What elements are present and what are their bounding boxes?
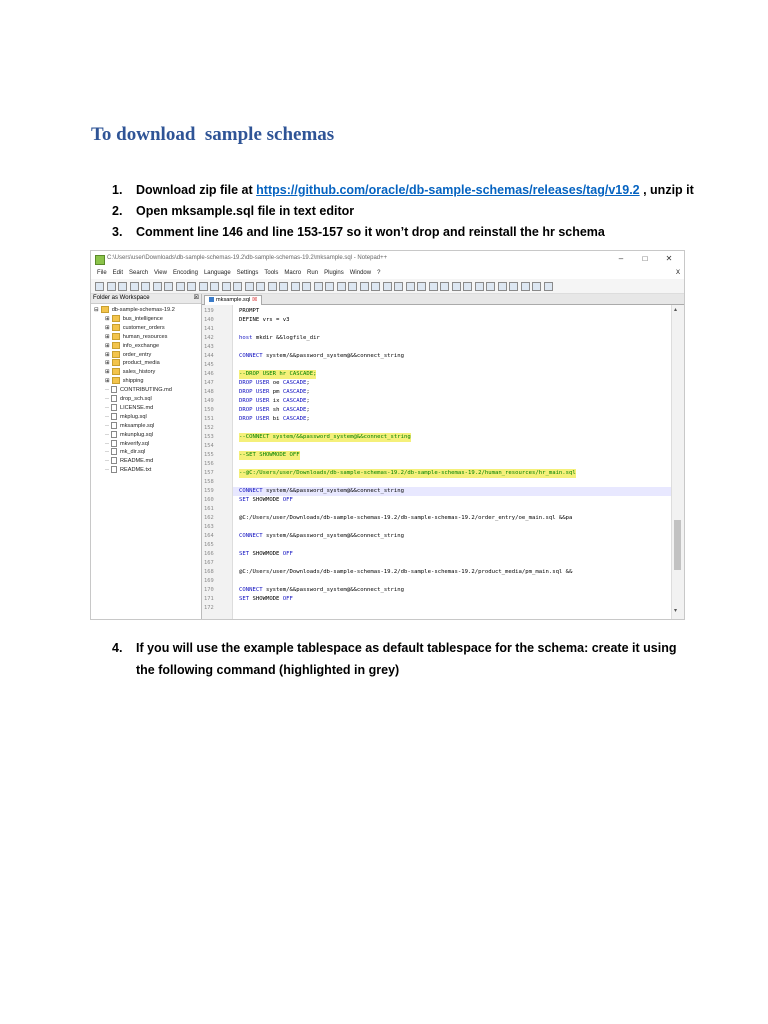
line-number: 144 [204,353,214,359]
step-3 [112,222,694,243]
toolbar-button-icon[interactable] [268,282,277,291]
code-line-commented: --CONNECT system/&&password_system@&&connect_string [239,434,411,440]
toolbar-button-icon[interactable] [406,282,415,291]
toolbar-button-icon[interactable] [337,282,346,291]
panel-close-icon[interactable]: ☒ [193,295,199,301]
tab-close-icon[interactable]: ☒ [252,297,258,303]
toolbar-button-icon[interactable] [302,282,311,291]
toolbar-button-icon[interactable] [463,282,472,291]
notepad-app-icon [95,255,105,265]
tree-file-item[interactable] [105,457,153,466]
tree-line: ─ [105,431,109,438]
tree-item-label: mk_dir.sql [119,449,146,456]
line-number: 161 [204,506,214,512]
code-line: CONNECT system/&&password_system@&&connect_string [239,353,405,359]
file-icon [111,448,117,455]
toolbar-button-icon[interactable] [325,282,334,291]
line-number: 141 [204,326,214,332]
tree-line: ─ [105,404,109,411]
line-number: 152 [204,425,214,431]
toolbar-button-icon[interactable] [141,282,150,291]
notepad-screenshot [90,250,685,620]
toolbar-button-icon[interactable] [95,282,104,291]
line-number-gutter [202,305,233,619]
toolbar-button-icon[interactable] [233,282,242,291]
folder-icon [101,306,109,313]
line-number: 169 [204,578,214,584]
code-line: CONNECT system/&&password_system@&&connect_string [239,587,405,593]
line-number: 162 [204,515,214,521]
toolbar-button-icon[interactable] [440,282,449,291]
file-icon [111,413,117,420]
line-number: 148 [204,389,214,395]
code-line: DROP USER oe CASCADE; [239,380,310,386]
tree-folder-item[interactable] [105,351,151,360]
steps-list [112,180,694,243]
file-icon [111,422,117,429]
tree-folder-item[interactable] [105,359,160,368]
step-text: Comment line 146 and line 153-157 so it won’t drop and reinstall the hr schema [136,225,605,239]
file-icon [111,431,117,438]
minimize-button[interactable]: – [618,254,624,263]
tree-folder-item[interactable] [105,324,165,333]
toolbar-button-icon[interactable] [521,282,530,291]
code-line-commented: --@C:/Users/user/Downloads/db-sample-schemas-19.2/db-sample-schemas-19.2/human_resources/hr_main.sql [239,470,576,476]
tree-file-item[interactable] [105,448,145,457]
toolbar-button-icon[interactable] [107,282,116,291]
file-icon [111,386,117,393]
line-number: 151 [204,416,214,422]
tree-item-label: sales_history [122,369,156,376]
menu-item[interactable]: Settings [236,270,259,276]
line-number: 167 [204,560,214,566]
code-line: SET SHOWMODE OFF [239,551,293,557]
toolbar-button-icon[interactable] [130,282,139,291]
tree-file-item[interactable] [105,440,149,449]
line-number: 172 [204,605,214,611]
window-title: C:\Users\user\Downloads\db-sample-schemas-19.2\db-sample-schemas-19.2\mksample.sql - Notepad++ [107,255,388,261]
tab-bar [202,294,684,305]
tree-folder-item[interactable] [94,306,175,315]
line-number: 155 [204,452,214,458]
code-line: @C:/Users/user/Downloads/db-sample-schemas-19.2/db-sample-schemas-19.2/order_entry/oe_main.sql &&pa [239,515,573,521]
code-line-commented: --SET SHOWMODE OFF [239,452,300,458]
toolbar-button-icon[interactable] [279,282,288,291]
expand-toggle-icon[interactable]: ⊞ [105,342,110,349]
page-heading: To download sample schemas [91,124,335,145]
line-number: 142 [204,335,214,341]
panel-title: Folder as Workspace [93,295,150,301]
file-icon [111,440,117,447]
toolbar-button-icon[interactable] [256,282,265,291]
menu-item[interactable]: View [154,270,167,276]
tree-item-label: shipping [122,378,144,385]
folder-icon [112,333,120,340]
toolbar [91,279,684,294]
scroll-up-arrow-icon[interactable]: ▴ [674,307,678,313]
tree-folder-item[interactable] [105,377,144,386]
menu-item[interactable]: ? [377,270,381,276]
menu-item[interactable]: Tools [264,270,279,276]
line-number: 158 [204,479,214,485]
code-line: DROP USER ix CASCADE; [239,398,310,404]
line-number: 165 [204,542,214,548]
tree-file-item[interactable] [105,466,151,475]
tree-item-label: CONTRIBUTING.md [119,387,172,394]
line-number: 156 [204,461,214,467]
tree-file-item[interactable] [105,404,153,413]
tree-file-item[interactable] [105,386,172,395]
toolbar-button-icon[interactable] [245,282,254,291]
toolbar-button-icon[interactable] [486,282,495,291]
code-line: DROP USER bi CASCADE; [239,416,310,422]
tab-label: mksample.sql [216,297,251,303]
step-number: 3. [112,225,123,239]
tree-item-label: README.txt [119,467,152,474]
file-icon [111,457,117,464]
code-line: PROMPT [239,308,260,314]
toolbar-button-icon[interactable] [371,282,380,291]
menu-item[interactable]: Run [307,270,319,276]
toolbar-button-icon[interactable] [383,282,392,291]
tree-line: ─ [105,449,109,456]
expand-toggle-icon[interactable]: ⊞ [105,378,110,385]
tree-line: ─ [105,458,109,465]
expand-toggle-icon[interactable]: ⊟ [94,307,99,313]
code-line: host mkdir &&logfile_dir [239,335,320,341]
expand-toggle-icon[interactable]: ⊞ [105,360,110,367]
tree-line: ─ [105,387,109,394]
toolbar-button-icon[interactable] [187,282,196,291]
tree-item-label: bus_intelligence [122,315,163,322]
tab-mksample[interactable] [204,295,262,305]
step-text: If you will use the example tablespace as default tablespace for the schema: create it using the following command (highlighted in grey) [136,641,677,677]
editor-area [202,294,684,619]
maximize-button[interactable]: □ [642,254,648,263]
tree-item-label: mkunplug.sql [119,431,153,438]
expand-toggle-icon[interactable]: ⊞ [105,324,110,331]
menu-item[interactable]: Edit [112,270,124,276]
menu-item[interactable]: Encoding [172,270,198,276]
menu-item[interactable]: Macro [284,270,302,276]
toolbar-button-icon[interactable] [118,282,127,291]
tree-item-label: mksample.sql [119,422,155,429]
line-number: 143 [204,344,214,350]
code-line: DROP USER pm CASCADE; [239,389,310,395]
close-button[interactable]: ✕ [665,254,673,263]
toolbar-button-icon[interactable] [394,282,403,291]
expand-toggle-icon[interactable]: ⊞ [105,315,110,322]
tree-file-item[interactable] [105,431,153,440]
scroll-down-arrow-icon[interactable]: ▾ [674,608,678,614]
toolbar-button-icon[interactable] [532,282,541,291]
toolbar-button-icon[interactable] [348,282,357,291]
folder-icon [112,368,120,375]
folder-icon [112,342,120,349]
code-line: DEFINE vrs = v3 [239,317,290,323]
menu-item[interactable]: Language [203,270,231,276]
toolbar-button-icon[interactable] [291,282,300,291]
line-number: 160 [204,497,214,503]
menu-item[interactable]: Window [349,270,372,276]
code-line: SET SHOWMODE OFF [239,497,293,503]
vertical-scrollbar[interactable] [671,305,684,619]
step-1 [112,180,694,201]
code-line: @C:/Users/user/Downloads/db-sample-schemas-19.2/db-sample-schemas-19.2/product_media/pm_main.sql && [239,569,573,575]
tree-item-label: human_resources [122,333,168,340]
toolbar-button-icon[interactable] [210,282,219,291]
code-line: SET SHOWMODE OFF [239,596,293,602]
file-icon [111,395,117,402]
toolbar-button-icon[interactable] [417,282,426,291]
tree-item-label: db-sample-schemas-19.2 [111,307,175,313]
step-number: 1. [112,183,123,197]
tree-line: ─ [105,396,109,402]
tree-item-label: order_entry [122,351,152,358]
line-number: 164 [204,533,214,539]
folder-icon [112,351,120,358]
toolbar-button-icon[interactable] [360,282,369,291]
line-number: 168 [204,569,214,575]
scrollbar-thumb[interactable] [674,520,681,570]
line-number: 145 [204,362,214,368]
code-line: CONNECT system/&&password_system@&&connect_string [239,488,405,494]
menu-item[interactable]: Search [129,270,149,276]
tree-item-label: drop_sch.sql [119,396,152,402]
code-line-commented: --DROP USER hr CASCADE; [239,371,317,377]
folder-icon [112,324,120,331]
line-number: 147 [204,380,214,386]
line-number: 157 [204,470,214,476]
toolbar-button-icon[interactable] [544,282,553,291]
tree-folder-item[interactable] [105,315,163,324]
folder-icon [112,377,120,384]
file-icon [111,466,117,473]
line-number: 170 [204,587,214,593]
tree-item-label: LICENSE.md [119,404,154,411]
menu-item[interactable]: Plugins [324,270,344,276]
expand-toggle-icon[interactable]: ⊞ [105,351,110,358]
line-number: 139 [204,308,214,314]
file-tab-icon [209,297,214,302]
folder-icon [112,315,120,322]
tree-item-label: product_media [122,360,160,367]
step-4 [112,637,692,681]
step-text-after: , unzip it [639,183,694,197]
line-number: 140 [204,317,214,323]
toolbar-button-icon[interactable] [164,282,173,291]
code-view[interactable] [233,305,671,619]
folder-icon [112,359,120,366]
step-text: Download zip file at [136,183,257,197]
file-icon [111,404,117,411]
toolbar-button-icon[interactable] [222,282,231,291]
expand-toggle-icon[interactable]: ⊞ [105,333,110,340]
line-number: 154 [204,443,214,449]
line-number: 171 [204,596,214,602]
line-number: 149 [204,398,214,404]
tree-line: ─ [105,422,109,429]
line-number: 153 [204,434,214,440]
menu-bar [91,267,684,279]
tree-file-item[interactable] [105,422,154,431]
tree-item-label: README.md [119,458,154,465]
tree-folder-item[interactable] [105,342,159,351]
step-number: 2. [112,204,123,218]
toolbar-button-icon[interactable] [153,282,162,291]
window-titlebar [91,251,684,267]
menu-item[interactable]: File [97,270,107,276]
tree-folder-item[interactable] [105,333,167,342]
code-line: DROP USER sh CASCADE; [239,407,310,413]
step-text: Open mksample.sql file in text editor [136,204,355,218]
tree-item-label: customer_orders [122,324,165,331]
toolbar-button-icon[interactable] [199,282,208,291]
tree-file-item[interactable] [105,413,147,422]
line-number: 166 [204,551,214,557]
toolbar-button-icon[interactable] [498,282,507,291]
tree-item-label: mkplug.sql [119,413,147,420]
tree-line: ─ [105,467,109,474]
tree-item-label: info_exchange [122,342,160,349]
toolbar-button-icon[interactable] [452,282,461,291]
toolbar-button-icon[interactable] [429,282,438,291]
code-line: CONNECT system/&&password_system@&&connect_string [239,533,405,539]
line-number: 159 [204,488,214,494]
menu-close-icon[interactable]: X [675,270,680,276]
step-number: 4. [112,641,123,655]
tree-item-label: mkverify.sql [119,440,150,447]
tree-folder-item[interactable] [105,368,155,377]
toolbar-button-icon[interactable] [475,282,484,291]
line-number: 163 [204,524,214,530]
tree-line: ─ [105,440,109,447]
panel-header [91,294,201,304]
tree-line: ─ [105,413,109,420]
line-number: 150 [204,407,214,413]
toolbar-button-icon[interactable] [509,282,518,291]
toolbar-button-icon[interactable] [176,282,185,291]
tree-file-item[interactable] [105,395,152,404]
step-2 [112,201,694,222]
expand-toggle-icon[interactable]: ⊞ [105,369,110,376]
toolbar-button-icon[interactable] [314,282,323,291]
line-number: 146 [204,371,214,377]
github-release-link[interactable]: https://github.com/oracle/db-sample-schemas/releases/tag/v19.2 [256,183,640,197]
folder-workspace-panel [91,294,202,619]
